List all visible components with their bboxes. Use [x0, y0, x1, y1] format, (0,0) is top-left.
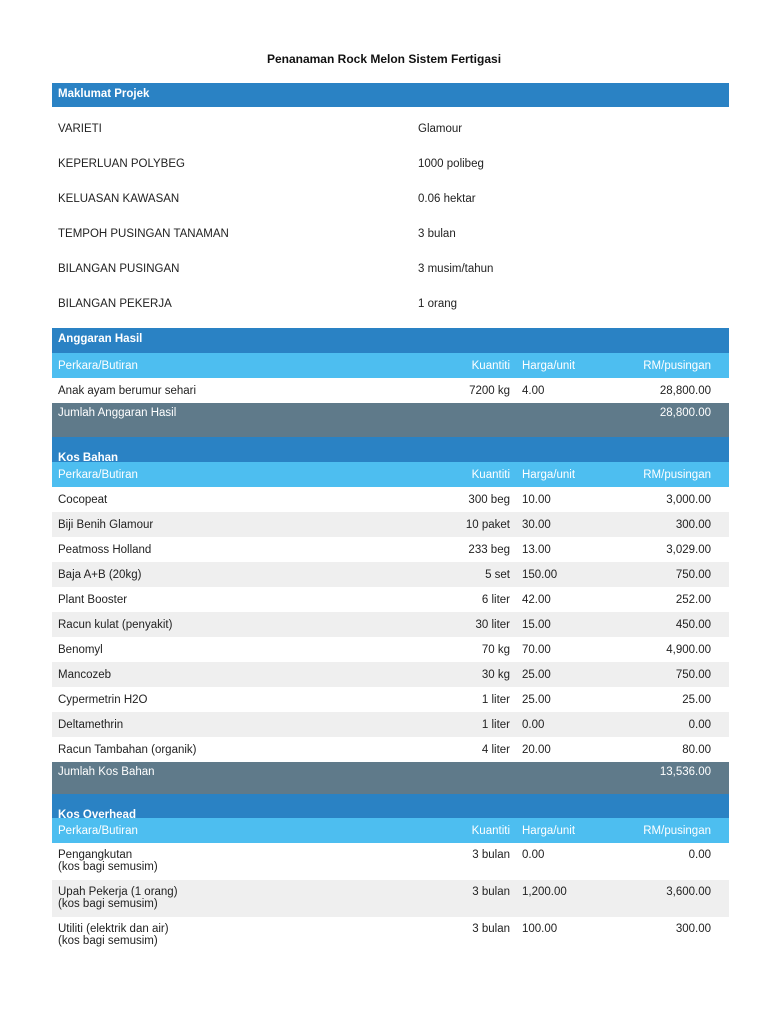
cell-unit: 4.00 [522, 384, 545, 397]
table-row [52, 637, 729, 662]
cell-rm: 80.00 [682, 743, 711, 756]
cell-qty: 30 liter [475, 618, 510, 631]
hasil-total-row [52, 403, 729, 438]
hasil-header: Anggaran Hasil [52, 328, 729, 353]
cell-rm: 0.00 [688, 849, 711, 861]
cell-qty: 233 beg [468, 543, 510, 556]
cell-unit: 25.00 [522, 693, 551, 706]
col-item: Perkara/Butiran [58, 824, 138, 837]
cell-unit: 20.00 [522, 743, 551, 756]
col-item: Perkara/Butiran [58, 468, 138, 481]
col-unit: Harga/unit [522, 824, 576, 837]
hasil-section [52, 328, 729, 438]
cell-qty: 300 beg [468, 493, 510, 506]
col-qty: Kuantiti [471, 824, 510, 837]
cell-unit: 30.00 [522, 518, 551, 531]
cell-unit: 25.00 [522, 668, 551, 681]
table-row [52, 880, 729, 917]
cell-item: Mancozeb [58, 668, 112, 681]
cell-item: Peatmoss Holland [58, 543, 152, 556]
info-key: BILANGAN PUSINGAN [58, 262, 180, 275]
info-key: KELUASAN KAWASAN [58, 192, 180, 205]
cell-unit: 10.00 [522, 493, 551, 506]
cell-item: Racun kulat (penyakit) [58, 618, 173, 631]
cell-item: Deltamethrin [58, 718, 124, 731]
table-row [52, 378, 729, 403]
cell-rm: 750.00 [675, 668, 711, 681]
cell-qty: 4 liter [481, 743, 510, 756]
cell-rm: 252.00 [675, 593, 711, 606]
info-value: 0.06 hektar [418, 192, 476, 205]
bahan-header: Kos Bahan [52, 437, 729, 462]
col-unit: Harga/unit [522, 468, 576, 481]
cell-item [52, 849, 440, 873]
cell-rm: 4,900.00 [666, 643, 711, 656]
table-row [52, 712, 729, 737]
cell-rm: 450.00 [675, 618, 711, 631]
cell-item: Racun Tambahan (organik) [58, 743, 197, 756]
overhead-column-header [52, 818, 729, 843]
col-unit: Harga/unit [522, 359, 576, 372]
cell-rm: 28,800.00 [659, 384, 711, 397]
bahan-section [52, 437, 729, 797]
page-title: Penanaman Rock Melon Sistem Fertigasi [266, 52, 502, 66]
cell-qty: 30 kg [481, 668, 510, 681]
cell-item-label: Utiliti (elektrik dan air) [58, 923, 169, 935]
table-row [52, 917, 729, 957]
info-value: 1000 polibeg [418, 157, 484, 170]
cell-rm: 3,000.00 [666, 493, 711, 506]
maklumat-header: Maklumat Projek [52, 83, 729, 107]
cell-item: Plant Booster [58, 593, 128, 606]
bahan-total-label: Jumlah Kos Bahan [58, 766, 155, 778]
cell-item: Cypermetrin H2O [58, 693, 148, 706]
cell-qty: 1 liter [481, 718, 510, 731]
info-row [52, 251, 729, 286]
info-row [52, 181, 729, 216]
table-row [52, 562, 729, 587]
info-value: 3 musim/tahun [418, 262, 494, 275]
table-row [52, 512, 729, 537]
col-qty: Kuantiti [471, 359, 510, 372]
hasil-column-header [52, 353, 729, 378]
maklumat-section [52, 83, 729, 321]
cell-item-note: (kos bagi semusim) [58, 898, 158, 910]
cell-unit: 0.00 [522, 718, 545, 731]
bahan-total-value: 13,536.00 [659, 766, 711, 778]
info-value: 1 orang [418, 297, 458, 310]
cell-unit: 1,200.00 [522, 886, 567, 898]
col-item: Perkara/Butiran [58, 359, 138, 372]
cell-qty: 3 bulan [472, 923, 510, 935]
cell-item [52, 923, 440, 947]
info-row [52, 286, 729, 321]
info-key: BILANGAN PEKERJA [58, 297, 172, 310]
table-row [52, 487, 729, 512]
info-value: Glamour [418, 122, 463, 135]
cell-qty: 3 bulan [472, 886, 510, 898]
overhead-section [52, 794, 729, 957]
cell-rm: 25.00 [682, 693, 711, 706]
cell-unit: 100.00 [522, 923, 558, 935]
cell-rm: 300.00 [675, 518, 711, 531]
col-rm: RM/pusingan [643, 824, 711, 837]
info-row [52, 146, 729, 181]
cell-unit: 70.00 [522, 643, 551, 656]
cell-rm: 3,029.00 [666, 543, 711, 556]
info-row [52, 216, 729, 251]
bahan-column-header [52, 462, 729, 487]
col-rm: RM/pusingan [643, 468, 711, 481]
maklumat-list [52, 107, 729, 321]
bahan-total-row [52, 762, 729, 797]
cell-item: Baja A+B (20kg) [58, 568, 142, 581]
cell-qty: 1 liter [481, 693, 510, 706]
col-qty: Kuantiti [471, 468, 510, 481]
info-row [52, 111, 729, 146]
cell-qty: 7200 kg [469, 384, 510, 397]
hasil-total-value: 28,800.00 [659, 407, 711, 419]
cell-qty: 6 liter [481, 593, 510, 606]
cell-qty: 70 kg [481, 643, 510, 656]
hasil-rows [52, 378, 729, 403]
table-row [52, 687, 729, 712]
cell-unit: 0.00 [522, 849, 545, 861]
info-key: KEPERLUAN POLYBEG [58, 157, 185, 170]
overhead-header: Kos Overhead [52, 794, 729, 818]
cell-item-label: Pengangkutan [58, 849, 133, 861]
table-row [52, 662, 729, 687]
cell-unit: 42.00 [522, 593, 551, 606]
cell-item: Biji Benih Glamour [58, 518, 154, 531]
cell-unit: 15.00 [522, 618, 551, 631]
overhead-rows [52, 843, 729, 957]
table-row [52, 612, 729, 637]
cell-unit: 13.00 [522, 543, 551, 556]
hasil-total-label: Jumlah Anggaran Hasil [58, 407, 177, 419]
cell-unit: 150.00 [522, 568, 558, 581]
cell-qty: 10 paket [465, 518, 510, 531]
cell-rm: 750.00 [675, 568, 711, 581]
cell-rm: 3,600.00 [666, 886, 711, 898]
table-row [52, 587, 729, 612]
cell-qty: 5 set [485, 568, 510, 581]
cell-item [52, 886, 440, 910]
cell-item: Benomyl [58, 643, 103, 656]
cell-qty: 3 bulan [472, 849, 510, 861]
info-key: VARIETI [58, 122, 102, 135]
col-rm: RM/pusingan [643, 359, 711, 372]
cell-rm: 300.00 [675, 923, 711, 935]
cell-item: Cocopeat [58, 493, 108, 506]
cell-item-note: (kos bagi semusim) [58, 935, 158, 947]
table-row [52, 843, 729, 880]
bahan-rows [52, 487, 729, 762]
cell-item-note: (kos bagi semusim) [58, 861, 158, 873]
cell-item-label: Upah Pekerja (1 orang) [58, 886, 178, 898]
cell-rm: 0.00 [688, 718, 711, 731]
table-row [52, 537, 729, 562]
info-value: 3 bulan [418, 227, 456, 240]
info-key: TEMPOH PUSINGAN TANAMAN [58, 227, 229, 240]
cell-item: Anak ayam berumur sehari [58, 384, 197, 397]
table-row [52, 737, 729, 762]
